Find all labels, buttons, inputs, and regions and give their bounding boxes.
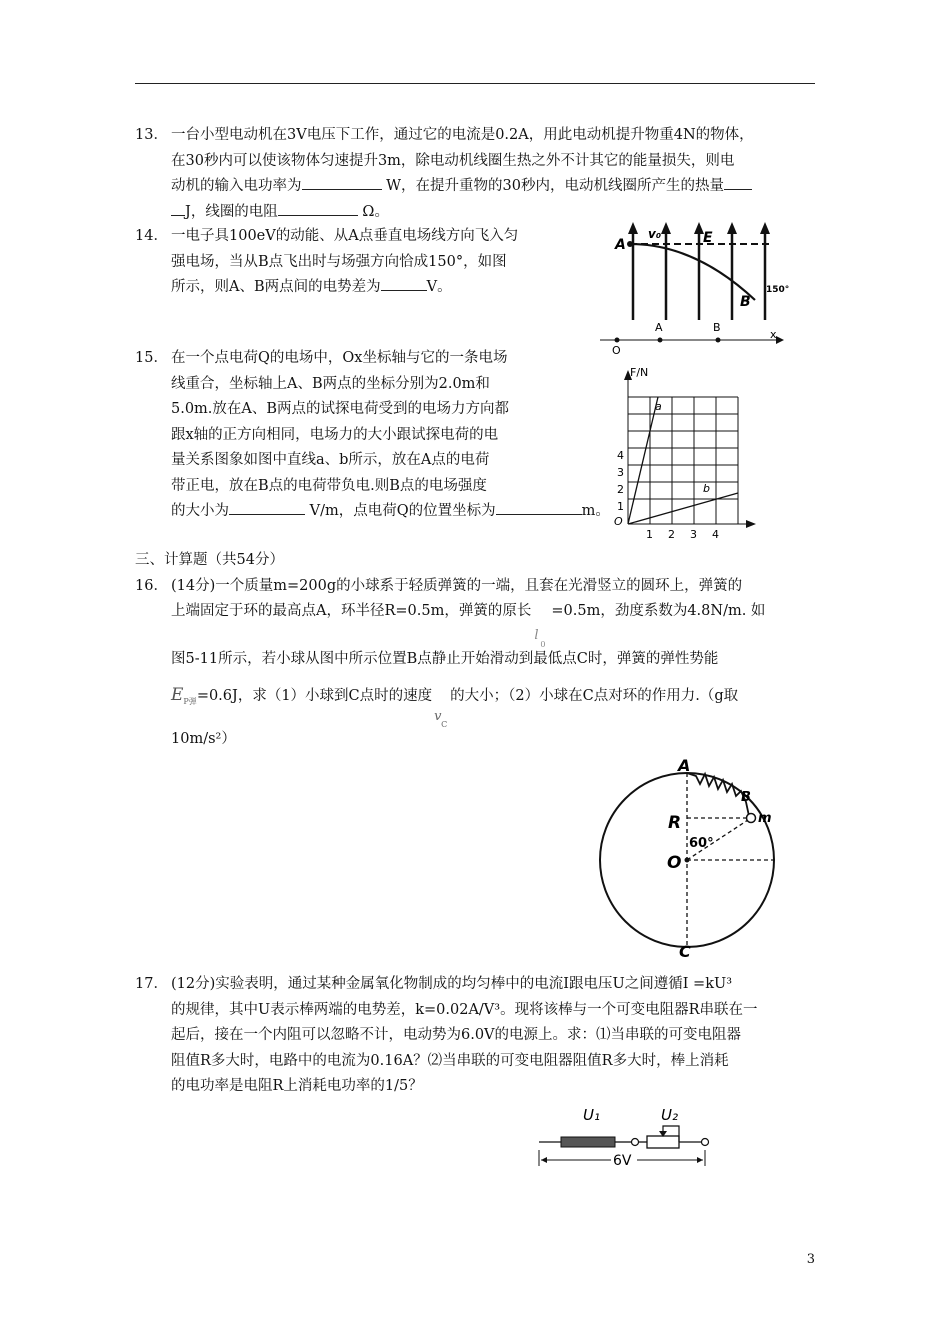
x-tick-2: 2	[668, 528, 675, 540]
header-rule	[135, 83, 815, 84]
label-O: O	[667, 853, 682, 873]
label-E: E	[703, 230, 713, 246]
y-axis-label: F/N	[630, 366, 649, 379]
y-tick-4: 4	[617, 449, 624, 462]
question-text-line: 跟x轴的正方向相同，电场力的大小跟试探电荷的电	[171, 426, 499, 443]
label-m: m	[758, 811, 772, 826]
question-number: 15．	[135, 350, 168, 366]
question-text-line: 带正电，放在B点的电荷带负电.则B点的电场强度	[171, 477, 487, 494]
axis-label-x: x	[770, 328, 777, 341]
question-text-line: 所示，则A、B两点间的电势差为 V。	[171, 275, 585, 301]
answer-blank[interactable]	[724, 175, 752, 190]
electric-field-figure	[600, 222, 800, 360]
question-text-line: 一台小型电动机在3V电压下工作，通过它的电流是0.2A，用此电动机提升物重4N的物体，	[171, 127, 754, 143]
answer-blank[interactable]	[302, 175, 382, 190]
label-angle: 150°	[766, 285, 790, 295]
label-A: A	[678, 758, 691, 775]
answer-blank[interactable]	[171, 201, 185, 216]
question-text-line: 5.0m.放在A、B两点的试探电荷受到的电场力方向都	[171, 401, 510, 417]
question-text-line: 图5-11所示，若小球从图中所示位置B点静止开始滑动到最低点C时，弹簧的弹性势能	[171, 651, 719, 667]
question-text-line: 的大小为 V/m，点电荷Q的位置坐标为 m。	[171, 499, 635, 525]
label-a: a	[655, 400, 662, 413]
question-17	[135, 972, 815, 1100]
question-text-line: 10m/s²）	[171, 731, 236, 747]
question-text-line: 的电功率是电阻R上消耗电功率的1/5？	[171, 1078, 423, 1094]
label-A: A	[615, 237, 626, 253]
label-angle: 60°	[689, 836, 714, 851]
section-heading: 三、计算题（共54分）	[135, 552, 284, 568]
answer-blank[interactable]	[381, 276, 427, 291]
question-number: 17．	[135, 976, 168, 992]
question-text-line: 强电场，当从B点飞出时与场强方向恰成150°，如图	[171, 253, 507, 270]
answer-blank[interactable]	[496, 500, 582, 515]
origin-label: O	[614, 515, 623, 528]
question-number: 13．	[135, 127, 168, 143]
answer-blank[interactable]	[278, 201, 358, 216]
label-emf: 6V	[613, 1153, 632, 1169]
question-text-line: 在30秒内可以使该物体匀速提升3m，除电动机线圈生热之外不计其它的能量损失，则电	[171, 152, 735, 169]
question-text-line: 量关系图象如图中直线a、b所示，放在A点的电荷	[171, 452, 490, 468]
x-tick-4: 4	[712, 528, 719, 540]
question-15	[135, 346, 635, 525]
question-14	[135, 224, 585, 301]
answer-blank[interactable]	[229, 500, 305, 515]
label-C: C	[679, 942, 691, 960]
question-text-line: 上端固定于环的最高点A，环半径R=0.5m，弹簧的原长 l 0 =0.5m，劲度系数为4.8N/m. 如	[171, 603, 766, 649]
label-v0: v₀	[648, 227, 662, 241]
label-R: R	[668, 813, 682, 833]
question-text-line: $E_{P弹}=0.6J$，求（1）小球到C点时的速度 v C 的大小；（2）小球在C点对环的作用力.（g取	[171, 685, 739, 729]
x-tick-3: 3	[690, 528, 697, 540]
question-text-line: 在一个点电荷Q的电场中，Ox坐标轴与它的一条电场	[171, 350, 508, 366]
axis-label-B: B	[713, 321, 721, 334]
question-text-line: (12分)实验表明，通过某种金属氧化物制成的均匀棒中的电流I跟电压U之间遵循I =kU³	[171, 976, 733, 992]
label-b: b	[703, 482, 710, 495]
line-a	[628, 397, 658, 524]
electron-trajectory	[630, 244, 755, 300]
x-tick-1: 1	[646, 528, 653, 540]
question-text-line: 起后，接在一个内阻可以忽略不计，电动势为6.0V的电源上。求：⑴当串联的可变电阻器	[171, 1027, 742, 1043]
question-16	[135, 574, 815, 752]
metal-oxide-rod	[561, 1137, 615, 1147]
question-text-line: 动机的输入电功率为 W，在提升重物的30秒内，电动机线圈所产生的热量	[171, 174, 815, 200]
circuit-figure	[535, 1100, 715, 1172]
ball	[747, 814, 756, 823]
y-tick-1: 1	[617, 500, 624, 513]
label-U2: U₂	[661, 1106, 678, 1124]
force-charge-graph	[608, 362, 768, 540]
question-text-line: 一电子具100eV的动能、从A点垂直电场线方向飞入匀	[171, 228, 519, 244]
question-text-line: 的规律，其中U表示棒两端的电势差，k=0.02A/V³。现将该棒与一个可变电阻器R串联在一	[171, 1001, 758, 1018]
question-text-line: 线重合，坐标轴上A、B两点的坐标分别为2.0m和	[171, 375, 490, 392]
question-text-line: 阻值R多大时，电路中的电流为0.16A？⑵当串联的可变电阻器阻值R多大时，棒上消耗	[171, 1052, 729, 1069]
y-tick-3: 3	[617, 466, 624, 479]
question-number: 16．	[135, 578, 168, 594]
label-U1: U₁	[583, 1106, 600, 1124]
y-tick-2: 2	[617, 483, 624, 496]
label-B: B	[741, 790, 751, 805]
label-B: B	[740, 294, 751, 310]
question-number: 14．	[135, 228, 168, 244]
ring-spring-figure	[596, 758, 786, 960]
page-number: 3	[806, 1252, 815, 1267]
question-13	[135, 123, 815, 225]
axis-label-O: O	[612, 344, 621, 357]
question-text-line: J，线圈的电阻 Ω。	[171, 200, 815, 226]
question-text-line: (14分)一个质量m=200g的小球系于轻质弹簧的一端，且套在光滑竖立的圆环上，弹簧的	[171, 578, 743, 594]
variable-resistor	[647, 1136, 679, 1148]
axis-label-A: A	[655, 321, 663, 334]
line-b	[628, 493, 738, 524]
